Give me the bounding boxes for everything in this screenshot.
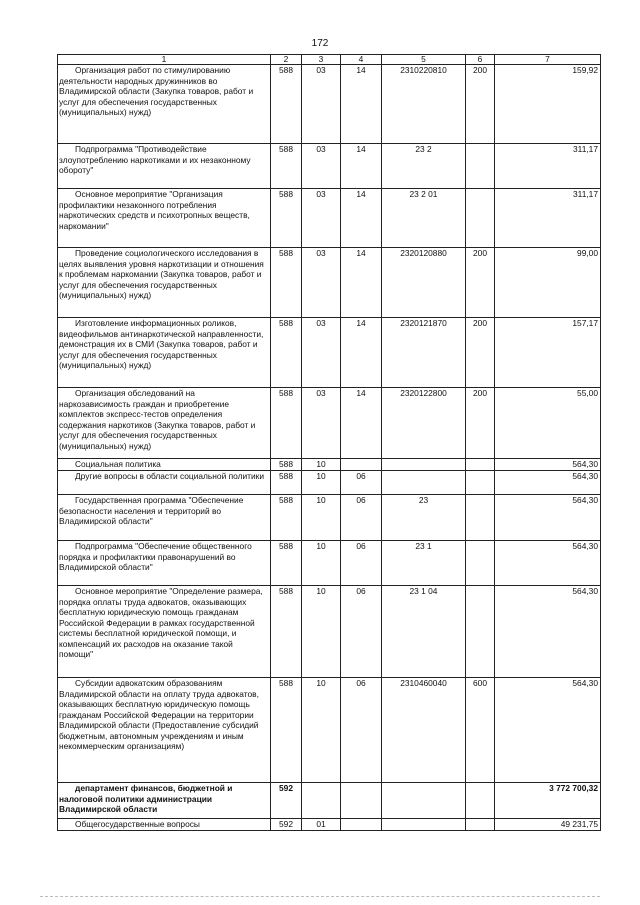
- cell-amount: 311,17: [495, 144, 601, 189]
- cell-target-article: 2310220810: [382, 65, 466, 144]
- cell-target-article: 2320121870: [382, 318, 466, 388]
- cell-expense-type: [466, 459, 495, 471]
- item-name: Проведение социологического исследования в целях выявления уровня наркотизации и отношения к проблемам наркомании (Закупка товаров, работ и услуг для обеспечения государственных (муниципальных) нужд): [58, 248, 271, 318]
- cell-target-article: 2320120880: [382, 248, 466, 318]
- cell-section: 10: [302, 471, 341, 495]
- cell-target-article: 23 2: [382, 144, 466, 189]
- cell-amount: 159,92: [495, 65, 601, 144]
- col-header-7: 7: [495, 55, 601, 65]
- item-name: Подпрограмма "Обеспечение общественного порядка и профилактики правонарушений во Владимирской области": [58, 541, 271, 586]
- item-name: Изготовление информационных роликов, видеофильмов антинаркотической направленности, демонстрация их в СМИ (Закупка товаров, работ и услуг для обеспечения государственных (муниципальных) нужд): [58, 318, 271, 388]
- cell-ministry: 592: [271, 783, 302, 819]
- col-header-1: 1: [58, 55, 271, 65]
- cell-target-article: 23 1 04: [382, 586, 466, 678]
- table-row: [58, 678, 601, 783]
- cell-section: 10: [302, 586, 341, 678]
- item-name: Организация работ по стимулированию деятельности народных дружинников во Владимирской области (Закупка товаров, работ и услуг для обеспечения государственных (муниципальных) нужд): [58, 65, 271, 144]
- cell-expense-type: [466, 495, 495, 541]
- cell-subsection: [341, 459, 382, 471]
- item-name: Основное мероприятие "Организация профилактики незаконного потребления наркотических средств и психотропных веществ, наркомании": [58, 189, 271, 248]
- cell-ministry: 592: [271, 819, 302, 831]
- cell-subsection: 14: [341, 144, 382, 189]
- cell-section: 03: [302, 189, 341, 248]
- cell-section: [302, 783, 341, 819]
- cell-ministry: 588: [271, 65, 302, 144]
- cell-ministry: 588: [271, 459, 302, 471]
- cell-section: 10: [302, 495, 341, 541]
- cell-amount: 564,30: [495, 459, 601, 471]
- cell-section: 10: [302, 678, 341, 783]
- cell-section: 03: [302, 144, 341, 189]
- cell-ministry: 588: [271, 318, 302, 388]
- cell-section: 10: [302, 541, 341, 586]
- cell-amount: 564,30: [495, 678, 601, 783]
- cell-target-article: 23: [382, 495, 466, 541]
- item-name: Другие вопросы в области социальной политики: [58, 471, 271, 495]
- cell-subsection: 14: [341, 318, 382, 388]
- cell-subsection: 14: [341, 248, 382, 318]
- table-row: [58, 586, 601, 678]
- cell-expense-type: [466, 586, 495, 678]
- table-row: [58, 459, 601, 471]
- item-name: Субсидии адвокатским образованиям Владимирской области на оплату труда адвокатов, оказывающих бесплатную юридическую помощь гражданам Российской Федерации на территории Владимирской области (Предоставление субсидий бюджетным, автономным учреждениям и иным некоммерческим организациям): [58, 678, 271, 783]
- cell-section: 03: [302, 388, 341, 459]
- cell-expense-type: 200: [466, 388, 495, 459]
- col-header-6: 6: [466, 55, 495, 65]
- cell-amount: 564,30: [495, 541, 601, 586]
- cell-amount: 311,17: [495, 189, 601, 248]
- page-number: 172: [311, 38, 329, 49]
- cell-expense-type: [466, 471, 495, 495]
- cell-subsection: 14: [341, 189, 382, 248]
- cell-amount: 157,17: [495, 318, 601, 388]
- item-name: Общегосударственные вопросы: [58, 819, 271, 831]
- cell-expense-type: 200: [466, 248, 495, 318]
- cell-expense-type: 600: [466, 678, 495, 783]
- item-name: Социальная политика: [58, 459, 271, 471]
- cell-amount: 564,30: [495, 471, 601, 495]
- cell-section: 10: [302, 459, 341, 471]
- cell-expense-type: 200: [466, 318, 495, 388]
- cell-ministry: 588: [271, 495, 302, 541]
- col-header-3: 3: [302, 55, 341, 65]
- cell-target-article: 2310460040: [382, 678, 466, 783]
- cell-subsection: 14: [341, 65, 382, 144]
- header-row: [58, 55, 601, 65]
- item-name: Подпрограмма "Противодействие злоупотреблению наркотиками и их незаконному обороту": [58, 144, 271, 189]
- item-name: Организация обследований на наркозависимость граждан и приобретение комплектов экспресс-тестов определения содержания наркотиков (Закупка товаров, работ и услуг для обеспечения государственных (муниципальных) нужд): [58, 388, 271, 459]
- cell-target-article: 23 2 01: [382, 189, 466, 248]
- cell-target-article: 23 1: [382, 541, 466, 586]
- cell-subsection: 06: [341, 586, 382, 678]
- cell-subsection: 06: [341, 678, 382, 783]
- cell-expense-type: 200: [466, 65, 495, 144]
- cell-expense-type: [466, 189, 495, 248]
- item-name: Государственная программа "Обеспечение безопасности населения и территорий во Владимирской области": [58, 495, 271, 541]
- cell-ministry: 588: [271, 248, 302, 318]
- cell-subsection: 06: [341, 495, 382, 541]
- cell-subsection: 06: [341, 541, 382, 586]
- cell-ministry: 588: [271, 586, 302, 678]
- col-header-2: 2: [271, 55, 302, 65]
- page-bottom-divider: [40, 896, 600, 897]
- cell-expense-type: [466, 783, 495, 819]
- cell-target-article: [382, 783, 466, 819]
- table-row: [58, 318, 601, 388]
- cell-ministry: 588: [271, 388, 302, 459]
- table-row: [58, 783, 601, 819]
- col-header-5: 5: [382, 55, 466, 65]
- cell-expense-type: [466, 144, 495, 189]
- cell-amount: 99,00: [495, 248, 601, 318]
- table-row: [58, 819, 601, 831]
- cell-ministry: 588: [271, 144, 302, 189]
- cell-amount: 564,30: [495, 586, 601, 678]
- table-row: [58, 495, 601, 541]
- cell-section: 03: [302, 248, 341, 318]
- table-row: [58, 189, 601, 248]
- table-row: [58, 541, 601, 586]
- col-header-4: 4: [341, 55, 382, 65]
- cell-subsection: [341, 819, 382, 831]
- cell-amount: 3 772 700,32: [495, 783, 601, 819]
- cell-ministry: 588: [271, 678, 302, 783]
- cell-ministry: 588: [271, 189, 302, 248]
- cell-subsection: [341, 783, 382, 819]
- cell-target-article: [382, 471, 466, 495]
- cell-amount: 564,30: [495, 495, 601, 541]
- item-name: Основное мероприятие "Определение размера, порядка оплаты труда адвокатов, оказывающих бесплатную юридическую помощь гражданам Российской Федерации в рамках государственной системы бесплатной юридической помощи, и компенсаций их расходов на оказание такой помощи": [58, 586, 271, 678]
- table-row: [58, 471, 601, 495]
- budget-table: [57, 54, 601, 831]
- cell-section: 03: [302, 318, 341, 388]
- table-row: [58, 144, 601, 189]
- cell-section: 01: [302, 819, 341, 831]
- cell-subsection: 06: [341, 471, 382, 495]
- cell-amount: 55,00: [495, 388, 601, 459]
- cell-target-article: 2320122800: [382, 388, 466, 459]
- cell-expense-type: [466, 541, 495, 586]
- cell-amount: 49 231,75: [495, 819, 601, 831]
- table-row: [58, 65, 601, 144]
- table-row: [58, 248, 601, 318]
- cell-ministry: 588: [271, 541, 302, 586]
- cell-target-article: [382, 819, 466, 831]
- cell-section: 03: [302, 65, 341, 144]
- cell-subsection: 14: [341, 388, 382, 459]
- cell-expense-type: [466, 819, 495, 831]
- cell-target-article: [382, 459, 466, 471]
- item-name: департамент финансов, бюджетной и налоговой политики администрации Владимирской области: [58, 783, 271, 819]
- cell-ministry: 588: [271, 471, 302, 495]
- table-row: [58, 388, 601, 459]
